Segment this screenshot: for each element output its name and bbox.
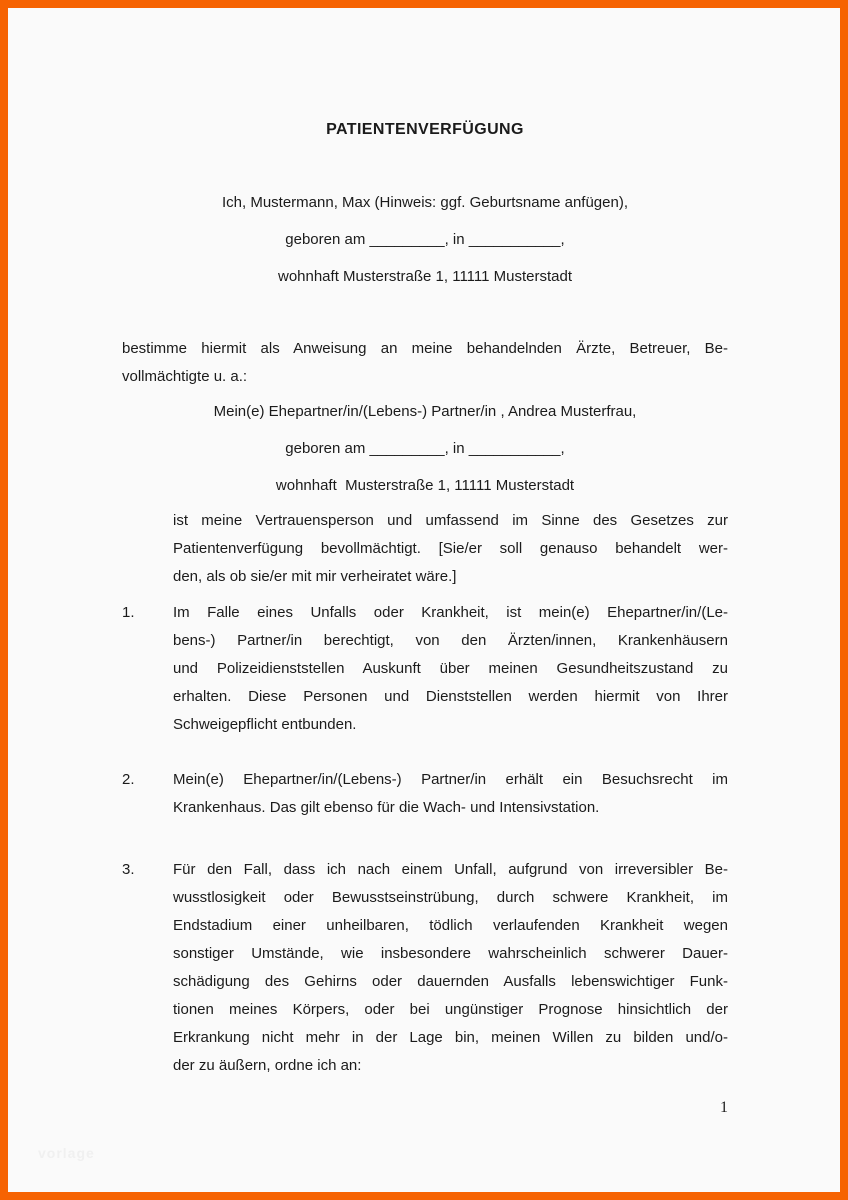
directive-intro-paragraph bbox=[122, 335, 728, 391]
text-line: Mein(e) Ehepartner/in/(Lebens-) Partner/in erhält ein Besuchsrecht im bbox=[173, 771, 728, 788]
text-line: Krankenhaus. Das gilt ebenso für die Wach- und Intensivstation. bbox=[173, 799, 600, 816]
text-line: wohnhaft Musterstraße 1, 11111 Musterstadt bbox=[277, 268, 573, 285]
list-item-text bbox=[173, 766, 728, 822]
page-number: 1 bbox=[720, 1099, 728, 1116]
text-line: den, als ob sie/er mit mir verheiratet wäre.] bbox=[173, 568, 457, 585]
text-line: wusstlosigkeit oder Bewusstseinstrübung, durch schwere Krankheit, im bbox=[173, 889, 728, 906]
trusted-person-paragraph bbox=[173, 507, 728, 591]
watermark-text: vorlage bbox=[38, 1145, 95, 1161]
list-item-number: 1. bbox=[122, 604, 135, 621]
text-line: wohnhaft Musterstraße 1, 11111 Musterstadt bbox=[275, 477, 575, 494]
partner-identity-block bbox=[122, 398, 728, 509]
text-line: Im Falle eines Unfalls oder Krankheit, ist mein(e) Ehepartner/in/(Le- bbox=[173, 604, 728, 621]
text-line: Mein(e) Ehepartner/in/(Lebens-) Partner/in , Andrea Musterfrau, bbox=[213, 403, 637, 420]
text-line: bestimme hiermit als Anweisung an meine behandelnden Ärzte, Betreuer, Be- bbox=[122, 340, 728, 357]
text-line: schädigung des Gehirns oder dauernden Ausfalls lebenswichtiger Funk- bbox=[173, 973, 728, 990]
document-title: PATIENTENVERFÜGUNG bbox=[326, 121, 524, 138]
text-line: Für den Fall, dass ich nach einem Unfall, aufgrund von irreversibler Be- bbox=[173, 861, 728, 878]
list-item-number: 2. bbox=[122, 771, 135, 788]
text-line: bens-) Partner/in berechtigt, von den Ärzten/innen, Krankenhäusern bbox=[173, 632, 728, 649]
list-item-number: 3. bbox=[122, 861, 135, 878]
text-line: geboren am _________, in ___________, bbox=[285, 440, 565, 457]
list-item-2 bbox=[122, 766, 728, 822]
list-item-3 bbox=[122, 856, 728, 1080]
text-line: erhalten. Diese Personen und Dienststellen werden hiermit von Ihrer bbox=[173, 688, 728, 705]
text-line: Endstadium einer unheilbaren, tödlich verlaufenden Krankheit wegen bbox=[173, 917, 728, 934]
text-line: Erkrankung nicht mehr in der Lage bin, meinen Willen zu bilden und/o- bbox=[173, 1029, 728, 1046]
list-item-1 bbox=[122, 599, 728, 739]
text-line: und Polizeidienststellen Auskunft über meinen Gesundheitszustand zu bbox=[173, 660, 728, 677]
text-line: Ich, Mustermann, Max (Hinweis: ggf. Geburtsname anfügen), bbox=[221, 194, 628, 211]
declarant-identity-block bbox=[122, 189, 728, 300]
text-line: sonstiger Umstände, wie insbesondere wahrscheinlich schwerer Dauer- bbox=[173, 945, 728, 962]
text-line: vollmächtigte u. a.: bbox=[122, 368, 248, 385]
text-line: ist meine Vertrauensperson und umfassend im Sinne des Gesetzes zur bbox=[173, 512, 728, 529]
text-line: Patientenverfügung bevollmächtigt. [Sie/er soll genauso behandelt wer- bbox=[173, 540, 728, 557]
text-line: geboren am _________, in ___________, bbox=[285, 231, 565, 248]
list-item-text bbox=[173, 599, 728, 739]
list-item-text bbox=[173, 856, 728, 1080]
text-line: der zu äußern, ordne ich an: bbox=[173, 1057, 362, 1074]
text-line: tionen meines Körpers, oder bei ungünstiger Prognose hinsichtlich der bbox=[173, 1001, 728, 1018]
text-line: Schweigepflicht entbunden. bbox=[173, 716, 357, 733]
